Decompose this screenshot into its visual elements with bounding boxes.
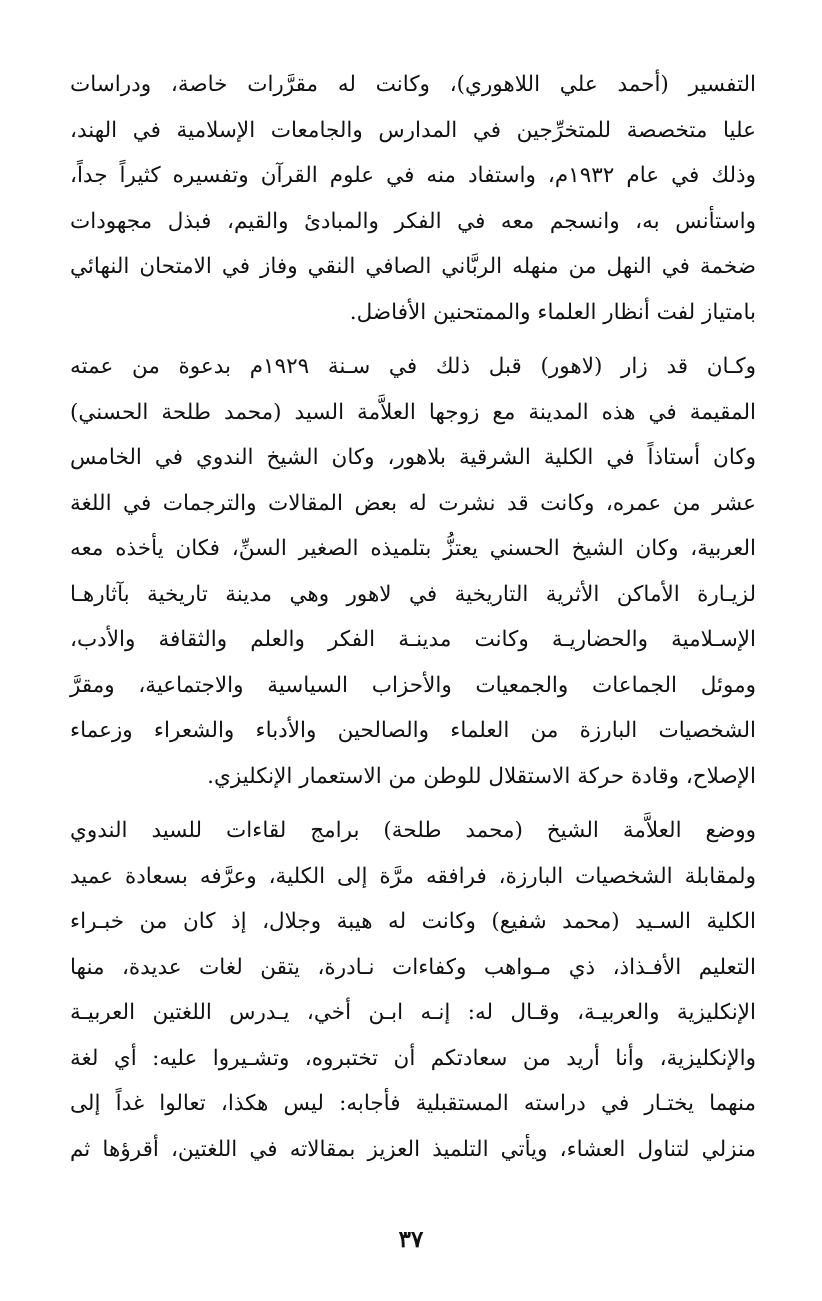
text-line: والإنكليزية، وأنا أريد من سعادتكم أن تختبروه، وتشـيروا عليه: أي لغة xyxy=(70,1045,756,1071)
paragraph-spacer xyxy=(70,335,756,344)
text-line: الإصلاح، وقادة حركة الاستقلال للوطن من الاستعمار الإنكليزي. xyxy=(207,763,756,789)
paragraph-1 xyxy=(70,62,756,335)
paragraph-spacer xyxy=(70,799,756,808)
text-line: بامتياز لفت أنظار العلماء والممتحنين الأفاضل. xyxy=(349,299,756,325)
text-line: وكان أستاذاً في الكلية الشرقية بلاهور، وكان الشيخ الندوي في الخامس xyxy=(70,445,756,470)
text-line: التعليم الأفـذاذ، ذي مـواهب وكفاءات نـادرة، يتقن لغات عديدة، منها xyxy=(70,954,756,980)
text-line: عليا متخصصة للمتخرِّجين في المدارس والجامعات الإسلامية في الهند، xyxy=(70,117,756,143)
page-number: ٣٧ xyxy=(398,1226,424,1253)
paragraph-3 xyxy=(70,808,756,1172)
text-line: وموئل الجماعات والجمعيات والأحزاب السياسية والاجتماعية، ومقرَّ xyxy=(70,672,756,698)
text-line: ووضع العلاَّمة الشيخ (محمد طلحة) برامج لقاءات للسيد الندوي xyxy=(70,818,756,843)
page-body xyxy=(70,62,756,1172)
text-line: وكـان قد زار (لاهور) قبل ذلك في سـنة ١٩٢٩م بدعوة من عمته xyxy=(70,354,756,379)
text-line: عشر من عمره، وكانت قد نشرت له بعض المقالات والترجمات في اللغة xyxy=(70,490,756,516)
text-line: ولمقابلة الشخصيات البارزة، فرافقه مرَّة إلى الكلية، وعرَّفه بسعادة عميد xyxy=(70,863,756,889)
text-line: واستأنس به، وانسجم معه في الفكر والمبادئ والقيم، فبذل مجهودات xyxy=(70,208,756,234)
text-line: العربية، وكان الشيخ الحسني يعتزُّ بتلميذه الصغير السنِّ، فكان يأخذه معه xyxy=(70,536,756,561)
text-line: منهما يختـار في دراسته المستقبلية فأجابه: ليس هكذا، تعالوا غداً إلى xyxy=(70,1091,756,1116)
text-line: ضخمة في النهل من منهله الربَّاني الصافي النقي وفاز في الامتحان النهائي xyxy=(70,254,756,279)
paragraph-2 xyxy=(70,344,756,799)
text-line: منزلي لتناول العشاء، ويأتي التلميذ العزيز بمقالاته في اللغتين، أقرؤها ثم xyxy=(70,1136,756,1162)
text-line: الإسـلامية والحضاريـة وكانت مدينـة الفكر والعلم والثقافة والأدب، xyxy=(70,627,756,652)
text-line: الكلية السـيد (محمد شفيع) وكانت له هيبة وجلال، إذ كان من خبـراء xyxy=(70,909,756,934)
text-line: وذلك في عام ١٩٣٢م، واستفاد منه في علوم القرآن وتفسيره كثيراً جداً، xyxy=(70,163,756,188)
text-line: لزيـارة الأماكن الأثرية التاريخية في لاهور وهي مدينة تاريخية بآثارهـا xyxy=(70,581,756,607)
text-line: الشخصيات البارزة من العلماء والصالحين والأدباء والشعراء وزعماء xyxy=(70,718,756,743)
text-line: المقيمة في هذه المدينة مع زوجها العلاَّمة السيد (محمد طلحة الحسني) xyxy=(70,399,756,425)
text-line: الإنكليزية والعربيـة، وقـال له: إنـه ابـن أخي، يـدرس اللغتين العربيـة xyxy=(70,1000,756,1025)
text-line: التفسير (أحمد علي اللاهوري)، وكانت له مقرَّرات خاصة، ودراسات xyxy=(70,72,756,97)
